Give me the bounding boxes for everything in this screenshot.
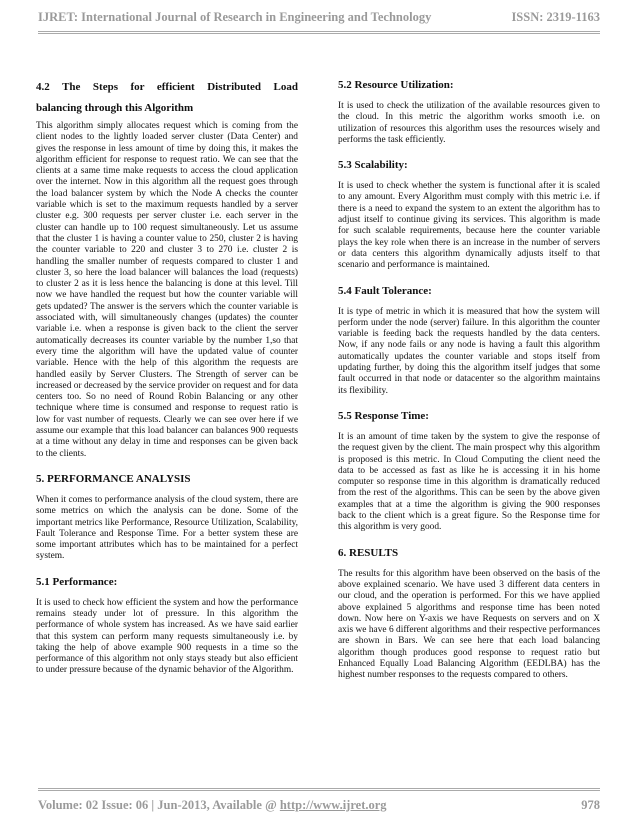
section-5-4-paragraph: It is type of metric in which it is measured that how the system will perform under the node (server) failure. In this algorithm the counter variable is feeding back the requests handled by the data centers. Now, if any node fails or any node is having a fault this algorithm automatically updates the counter variable and stops itself from updating further, by doing this the algorithm itself judges that some fault occurred in that node or datacenter so the algorithm maintains its flexibility. — [338, 306, 600, 396]
section-5-1-title: 5.1 Performance: — [36, 575, 118, 588]
section-5-5-title: 5.5 Response Time: — [338, 409, 429, 422]
section-6-title: 6. RESULTS — [338, 546, 399, 559]
section-6-paragraph: The results for this algorithm have been observed on the basis of the above explained scenario. We have used 3 different data centers in our cloud, and the operation is performed. For this we have applied above explained 5 algorithms and response time has been noted down. Now here on Y-axis we have Requests on servers and on X axis we have 6 different algorithms and their respective performances are shown in Bars. We can see here that each load balancing algorithm though produces good response to request ratio but Enhanced Equally Load Balancing Algorithm (EEDLBA) has the highest number responses to the requests compared to others. — [338, 568, 600, 681]
section-5-3-title: 5.3 Scalability: — [338, 159, 408, 172]
section-4-2-title-line1: 4.2 The Steps for efficient Distributed Load — [36, 81, 298, 93]
section-5-title: 5. PERFORMANCE ANALYSIS — [36, 472, 191, 485]
journal-link[interactable]: http://www.ijret.org — [279, 798, 387, 812]
footer-prefix: Volume: 02 Issue: 06 | Jun-2013, Available @ — [38, 798, 280, 812]
header-rule — [38, 31, 600, 32]
footer-volume-info — [38, 798, 387, 813]
header-rule-second — [38, 33, 600, 34]
section-4-2-title-line2: balancing through this Algorithm — [36, 102, 194, 114]
section-5-1-paragraph: It is used to check how efficient the system and how the performance remains steady under lot of pressure. In this algorithm the performance of whole system has increased. As we have said earlier that this system can perform many requests simultaneously i.e. by taking the help of above example 900 requests in a time so the performance of this algorithm not only stays steady but also efficient to under pressure because of the dynamic behavior of the Algorithm. — [36, 597, 298, 676]
issn-label: ISSN: 2319-1163 — [511, 10, 600, 24]
section-5-paragraph: When it comes to performance analysis of the cloud system, there are some metrics on which the analysis can be done. Some of the important metrics like Performance, Resource Utilization, Scalability, Fault Tolerance and Response Time. For a better system these are some important attributes which has to be maintained for a perfect system. — [36, 494, 298, 562]
section-4-2-paragraph: This algorithm simply allocates request which is coming from the client nodes to the lightly loaded server cluster (Data Center) and gives the response in less amount of time by doing this, it makes the algorithm efficient for response to request ratio. We can see that the clients at a same time make requests to access the cloud application over the internet. Now in this algorithm all the request goes through the load balancer system by which the Node A checks the counter variable which is set to the maximum requests handled by a server cluster e.g. 300 requests per server cluster i.e. each server in the cluster can handle up to 100 request simultaneously. Let us assume that the cluster 1 is having a counter value to 250, cluster 2 is having the counter variable to 220 and cluster 3 to 270 i.e. cluster 2 is handling the smaller number of requests compared to cluster 1 and cluster 3, so here the load balancer will balances the load (requests) to cluster 2 as it is less hence the balancing is done at this level. Till now we have handled the request but how the counter variable will gets updated? The answer is the servers which the counter variable is associated with, will simultaneously changes (updates) the counter variable i.e. when a response is given back to the client the server automatically decreases its counter variable by the number 1,so that every time the algorithm will have the updated value of counter variable. Hence with the help of this algorithm the requests are handled easily by Server Clusters. The Strength of server can be increased or decreased by the service provider on request and for data centers too. So no need of Round Robin Balancing or any other technique where time is consumed and response to request ratio is low for vast number of requests. Clearly we can see over here if we assume our example that this load balancer can balances 900 requests at a time without any delay in time and responses can be given back to the clients. — [36, 121, 298, 459]
footer-rule-second — [38, 790, 600, 791]
section-5-2-title: 5.2 Resource Utilization: — [338, 79, 454, 91]
journal-title: IJRET: International Journal of Research in Engineering and Technology — [38, 10, 432, 24]
section-5-3-paragraph: It is used to check whether the system is functional after it is scaled to any amount. Every Algorithm must comply with this metric i.e. if there is a need to expand the system to an extent the algorithm has to adjust itself to continue giving its services. This algorithm is made for such scalable requirements, because here the counter variable plays the key role when there is an increase in the number of servers or data centers this algorithm dynamically adjusts itself to that scenario and performance is maintained. — [338, 181, 600, 271]
footer-rule — [38, 788, 600, 789]
section-5-2-paragraph: It is used to check the utilization of the available resources given to the cloud. In this metric the algorithm works smooth i.e. on utilization of resources this algorithm uses the resources wisely and performs the task efficiently. — [338, 101, 600, 145]
page-number: 978 — [581, 798, 600, 812]
left-column — [36, 78, 298, 683]
section-5-5-paragraph: It is an amount of time taken by the system to give the response of the request given by the client. The main prospect why this algorithm is proposed is this metric. In Cloud Computing the client need the data to be accessed as fast as like he is accessing it in his home computer so response time in this algorithm is dramatically reduced from the rest of the algorithms. This can be seen by the above given examples that at a time the algorithm is giving the 900 responses back to the client which is a great figure. So the Response time for this algorithm is very good. — [338, 431, 600, 533]
section-5-4-title: 5.4 Fault Tolerance: — [338, 284, 432, 297]
right-column — [338, 78, 600, 688]
